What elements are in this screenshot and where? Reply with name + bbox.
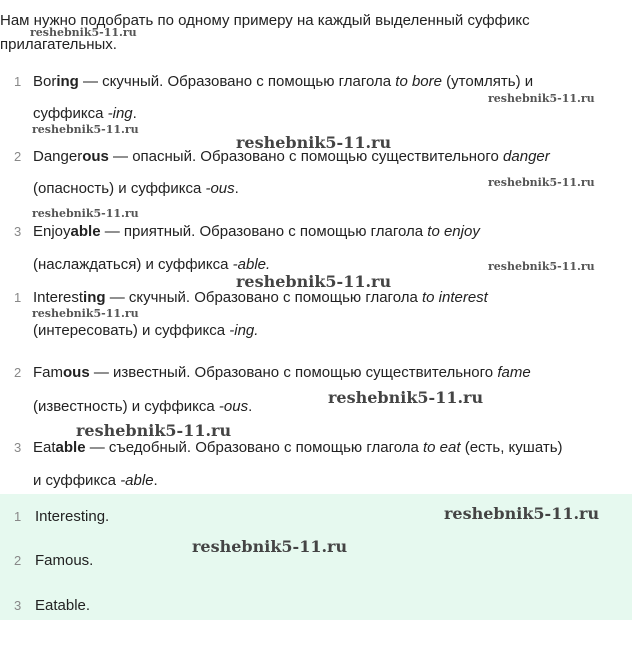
word-suffix: able (55, 439, 86, 456)
source-word: fame (497, 364, 531, 381)
example-line-2 (33, 322, 258, 339)
answer-text: Famous. (35, 552, 94, 569)
word-root: Interest (33, 289, 84, 306)
explanation: и суффикса (33, 472, 121, 489)
explanation: (интересовать) и суффикса (33, 322, 230, 339)
word-suffix: ous (63, 364, 90, 381)
word-root: Fam (33, 364, 63, 381)
answer-text: Interesting. (35, 508, 110, 525)
explanation-tail: (утомлять) и (441, 73, 534, 90)
explanation-tail: (есть, кушать) (460, 439, 563, 456)
example-line-1 (33, 364, 531, 381)
item-number: 3 (14, 440, 22, 455)
intro-text: Нам нужно подобрать по одному примеру на каждый выделенный суффикс прилагательных. (0, 12, 530, 53)
affix: -able (120, 472, 154, 489)
affix: -ous (205, 180, 235, 197)
end-punct: . (248, 398, 253, 415)
end-punct: . (234, 180, 239, 197)
example-line-1 (33, 439, 563, 456)
example-line-2 (33, 398, 252, 415)
item-number: 1 (14, 74, 22, 89)
example-line-2 (33, 180, 239, 197)
watermark: reshebnik5-11.ru (236, 272, 392, 291)
explanation: — известный. Образовано с помощью существительного (89, 364, 498, 381)
explanation: суффикса (33, 105, 108, 122)
item-number: 2 (14, 553, 22, 568)
watermark: reshebnik5-11.ru (192, 537, 348, 556)
item-number: 1 (14, 290, 22, 305)
source-word: to enjoy (427, 223, 480, 240)
watermark: reshebnik5-11.ru (488, 92, 595, 105)
watermark: reshebnik5-11.ru (30, 26, 137, 39)
item-number: 3 (14, 598, 22, 613)
watermark: reshebnik5-11.ru (32, 307, 139, 320)
watermark: reshebnik5-11.ru (236, 133, 392, 152)
example-line-2 (33, 256, 270, 273)
source-word: danger (503, 148, 550, 165)
watermark: reshebnik5-11.ru (32, 123, 139, 136)
affix: -ing (107, 105, 133, 122)
word-root: Bor (33, 73, 57, 90)
explanation: — скучный. Образовано с помощью глагола (105, 289, 422, 306)
watermark: reshebnik5-11.ru (488, 176, 595, 189)
watermark: reshebnik5-11.ru (444, 504, 600, 523)
example-line-1 (33, 289, 488, 306)
explanation: — приятный. Образовано с помощью глагола (100, 223, 428, 240)
explanation: (наслаждаться) и суффикса (33, 256, 233, 273)
end-punct: . (153, 472, 158, 489)
source-word: to bore (395, 73, 442, 90)
word-root: Eat (33, 439, 56, 456)
answer-text: Eatable. (35, 597, 91, 614)
example-line-1 (33, 73, 533, 90)
explanation: (известность) и суффикса (33, 398, 219, 415)
example-line-2 (33, 472, 158, 489)
item-number: 3 (14, 224, 22, 239)
watermark: reshebnik5-11.ru (488, 260, 595, 273)
explanation: — скучный. Образовано с помощью глагола (78, 73, 396, 90)
word-suffix: able (70, 223, 101, 240)
watermark: reshebnik5-11.ru (328, 388, 484, 407)
item-number: 2 (14, 365, 22, 380)
explanation: — съедобный. Образовано с помощью глагола (85, 439, 423, 456)
watermark: reshebnik5-11.ru (32, 207, 139, 220)
affix: -ous (218, 398, 249, 415)
end-punct: . (132, 105, 137, 122)
item-number: 1 (14, 509, 22, 524)
word-root: Danger (33, 148, 83, 165)
source-word: to interest (421, 289, 488, 306)
affix: -able. (232, 256, 271, 273)
word-suffix: ing (83, 289, 106, 306)
word-suffix: ing (56, 73, 79, 90)
affix: -ing. (229, 322, 259, 339)
watermark: reshebnik5-11.ru (76, 421, 232, 440)
word-root: Enjoy (33, 223, 71, 240)
item-number: 2 (14, 149, 22, 164)
example-line-1 (33, 223, 480, 240)
example-line-2 (33, 105, 137, 122)
explanation: (опасность) и суффикса (33, 180, 206, 197)
explanation: — опасный. Образовано с помощью существительного (108, 148, 504, 165)
source-word: to eat (423, 439, 461, 456)
word-suffix: ous (82, 148, 109, 165)
